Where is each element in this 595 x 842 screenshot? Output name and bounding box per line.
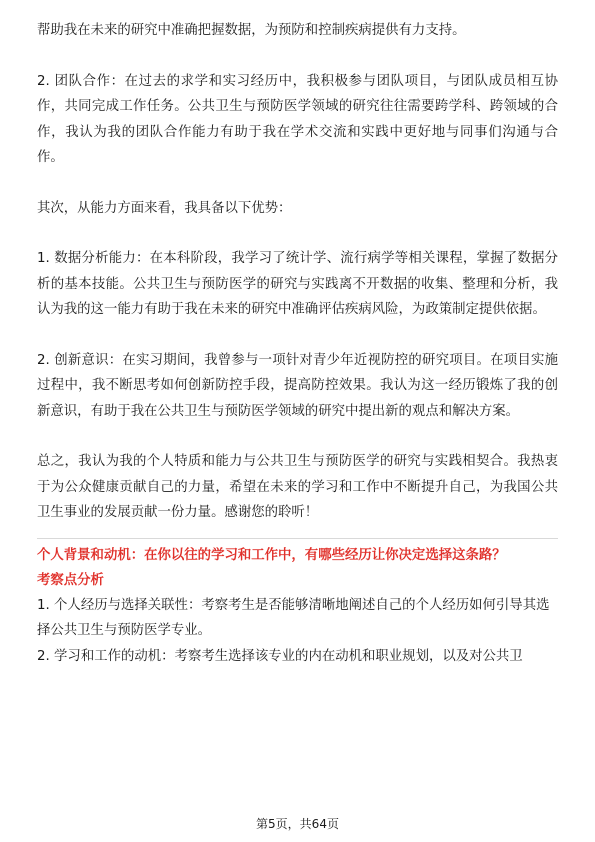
paragraph-gap (37, 44, 558, 69)
paragraph: 其次，从能力方面来看，我具备以下优势： (37, 200, 292, 216)
analysis-item: 1. 个人经历与选择关联性：考察考生是否能够清晰地阐述自己的个人经历如何引导其选择公共卫生与预防医学专业。 (37, 597, 550, 638)
analysis-title: 考察点分析 (37, 572, 104, 588)
paragraph: 2. 团队合作：在过去的求学和实习经历中，我积极参与团队项目，与团队成员相互协作，共同完成工作任务。公共卫生与预防医学领域的研究往往需要跨学科、跨领域的合作，我认为我的团队合作能力有助于我在学术交流和实践中更好地与同事们沟通与合作。 (37, 73, 558, 165)
paragraph-gap (37, 323, 558, 348)
paragraph: 总之，我认为我的个人特质和能力与公共卫生与预防医学的研究与实践相契合。我热衷于为公众健康贡献自己的力量，希望在未来的学习和工作中不断提升自己，为我国公共卫生事业的发展贡献一份力量。感谢您的聆听！ (37, 454, 558, 520)
paragraph: 帮助我在未来的研究中准确把握数据，为预防和控制疾病提供有力支持。 (37, 23, 466, 38)
paragraph: 2. 创新意识：在实习期间，我曾参与一项针对青少年近视防控的研究项目。在项目实施过程中，我不断思考如何创新防控手段，提高防控效果。我认为这一经历锻炼了我的创新意识，有助于我在公共卫生与预防医学领域的研究中提出新的观点和解决方案。 (37, 352, 558, 419)
page-number: 第5页，共64页 (256, 817, 339, 831)
paragraph-gap (37, 221, 558, 246)
paragraph: 1. 数据分析能力：在本科阶段，我学习了统计学、流行病学等相关课程，掌握了数据分析的基本技能。公共卫生与预防医学的研究与实践离不开数据的收集、整理和分析，我认为我的这一能力有助于我在未来的研究中准确评估疾病风险，为政策制定提供依据。 (37, 251, 558, 317)
paragraph-gap (37, 171, 558, 196)
analysis-item: 2. 学习和工作的动机：考察考生选择该专业的内在动机和职业规划，以及对公共卫 (37, 648, 523, 664)
section-divider (37, 538, 558, 539)
paragraph-gap (37, 424, 558, 449)
question-heading: 个人背景和动机：在你以往的学习和工作中，有哪些经历让你决定选择这条路？ (37, 547, 506, 563)
